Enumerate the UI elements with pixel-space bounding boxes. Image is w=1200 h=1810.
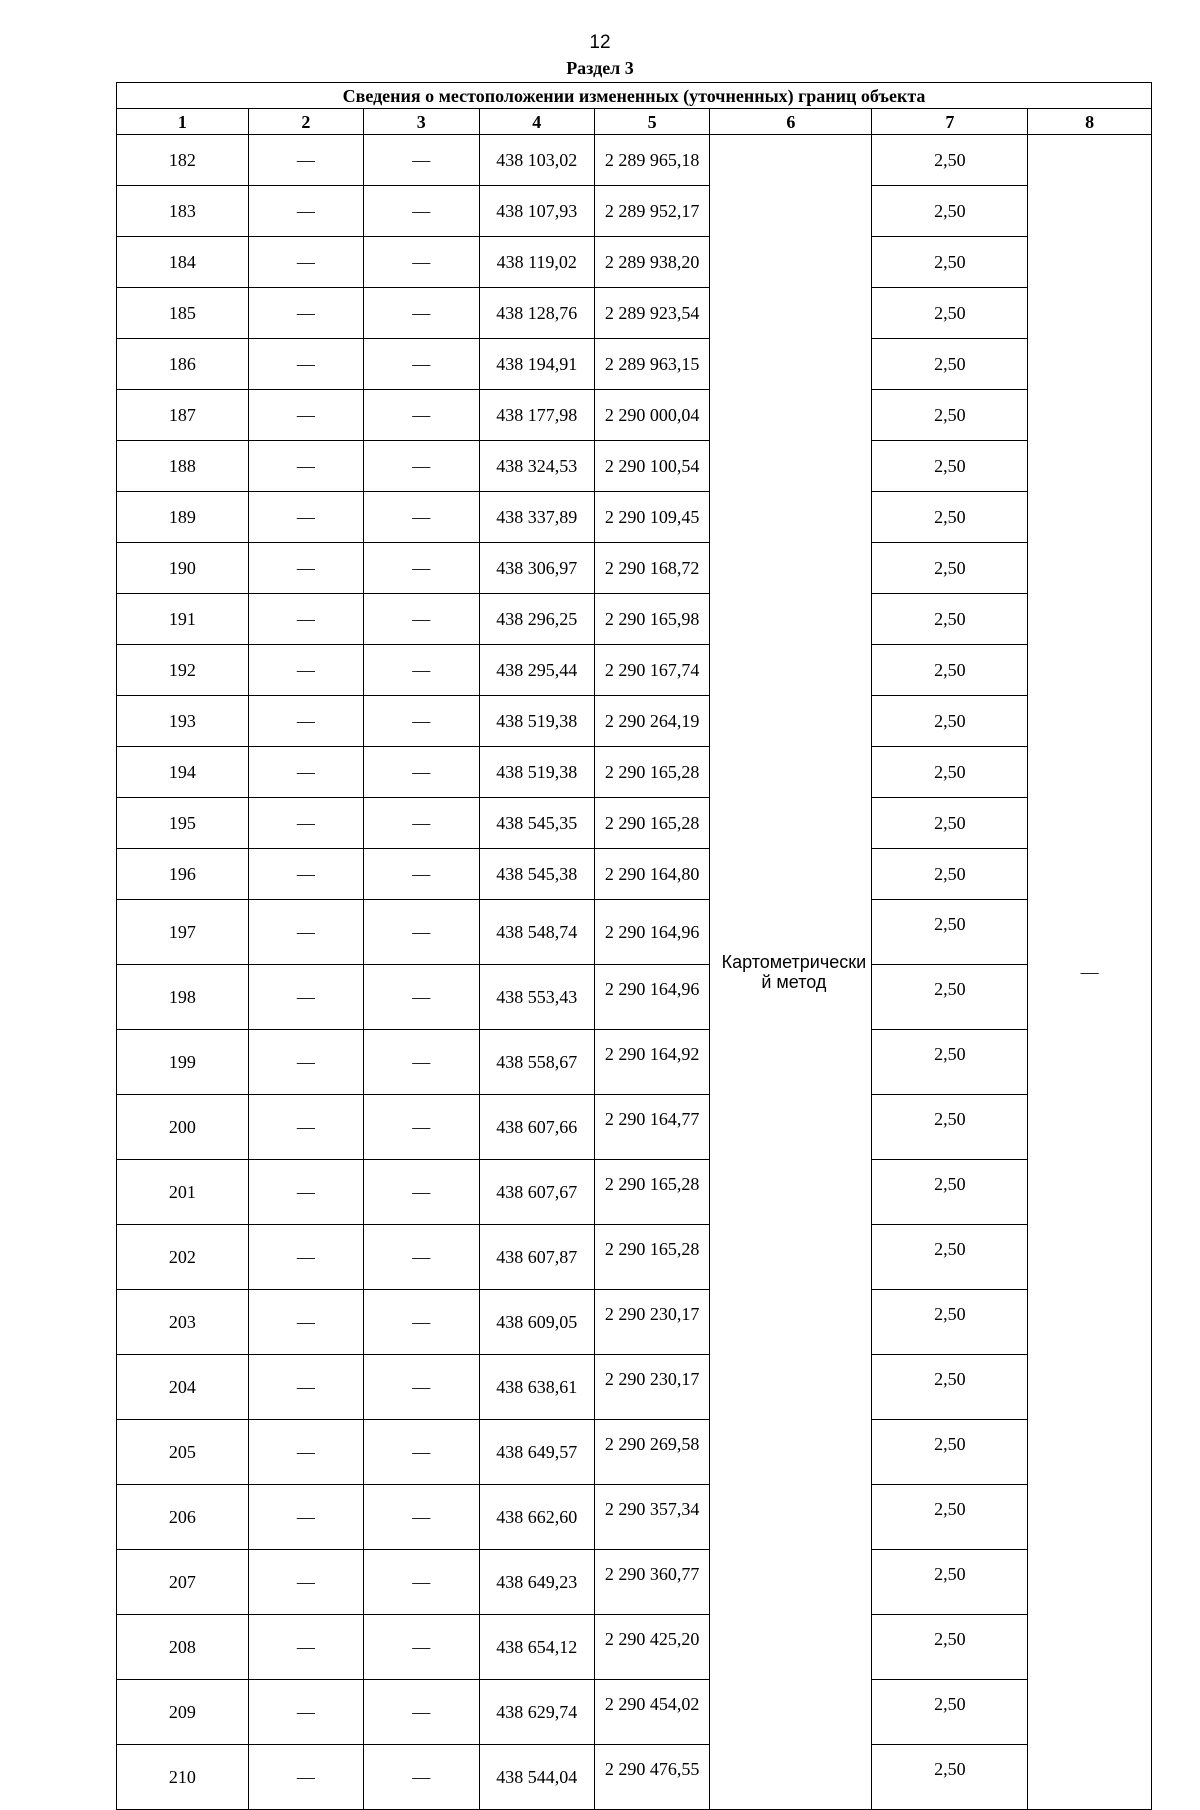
column-3-cell: — (364, 186, 479, 237)
point-number-cell: 209 (117, 1680, 249, 1745)
column-2-cell: — (248, 900, 363, 965)
y-coordinate-cell: 2 290 165,28 (594, 1225, 709, 1290)
y-coordinate-cell: 2 290 230,17 (594, 1355, 709, 1420)
point-number-cell: 206 (117, 1485, 249, 1550)
column-2-cell: — (248, 186, 363, 237)
x-coordinate-cell: 438 177,98 (479, 390, 594, 441)
column-2-cell: — (248, 798, 363, 849)
x-coordinate-cell: 438 519,38 (479, 696, 594, 747)
point-number-cell: 200 (117, 1095, 249, 1160)
y-coordinate-cell: 2 290 264,19 (594, 696, 709, 747)
accuracy-cell: 2,50 (872, 798, 1028, 849)
y-coordinate-cell: 2 290 164,96 (594, 965, 709, 1030)
table-row (117, 186, 1152, 237)
point-number-cell: 182 (117, 135, 249, 186)
table-row (117, 900, 1152, 965)
table-row (117, 798, 1152, 849)
table-row (117, 543, 1152, 594)
column-number: 8 (1028, 109, 1152, 135)
y-coordinate-cell: 2 289 965,18 (594, 135, 709, 186)
x-coordinate-cell: 438 607,87 (479, 1225, 594, 1290)
x-coordinate-cell: 438 558,67 (479, 1030, 594, 1095)
y-coordinate-cell: 2 290 164,92 (594, 1030, 709, 1095)
y-coordinate-cell: 2 290 165,28 (594, 747, 709, 798)
table-row (117, 1550, 1152, 1615)
x-coordinate-cell: 438 324,53 (479, 441, 594, 492)
accuracy-cell: 2,50 (872, 1615, 1028, 1680)
column-3-cell: — (364, 390, 479, 441)
column-number: 5 (594, 109, 709, 135)
column-2-cell: — (248, 1290, 363, 1355)
table-row (117, 1745, 1152, 1810)
x-coordinate-cell: 438 337,89 (479, 492, 594, 543)
column-number: 6 (710, 109, 872, 135)
column-2-cell: — (248, 1095, 363, 1160)
x-coordinate-cell: 438 548,74 (479, 900, 594, 965)
point-number-cell: 201 (117, 1160, 249, 1225)
accuracy-cell: 2,50 (872, 288, 1028, 339)
accuracy-cell: 2,50 (872, 1485, 1028, 1550)
point-number-cell: 191 (117, 594, 249, 645)
column-3-cell: — (364, 798, 479, 849)
y-coordinate-cell: 2 290 164,80 (594, 849, 709, 900)
accuracy-cell: 2,50 (872, 849, 1028, 900)
table-row (117, 390, 1152, 441)
table-row (117, 237, 1152, 288)
point-number-cell: 203 (117, 1290, 249, 1355)
column-2-cell: — (248, 696, 363, 747)
column-2-cell: — (248, 390, 363, 441)
accuracy-cell: 2,50 (872, 237, 1028, 288)
y-coordinate-cell: 2 290 109,45 (594, 492, 709, 543)
y-coordinate-cell: 2 290 476,55 (594, 1745, 709, 1810)
point-number-cell: 185 (117, 288, 249, 339)
accuracy-cell: 2,50 (872, 696, 1028, 747)
x-coordinate-cell: 438 545,38 (479, 849, 594, 900)
table-row (117, 1615, 1152, 1680)
column-2-cell: — (248, 645, 363, 696)
table-row (117, 849, 1152, 900)
y-coordinate-cell: 2 290 165,28 (594, 798, 709, 849)
accuracy-cell: 2,50 (872, 186, 1028, 237)
x-coordinate-cell: 438 629,74 (479, 1680, 594, 1745)
method-label: Картометрический метод (721, 952, 867, 992)
column-3-cell: — (364, 1680, 479, 1745)
column-2-cell: — (248, 492, 363, 543)
column-2-cell: — (248, 1680, 363, 1745)
column-2-cell: — (248, 747, 363, 798)
x-coordinate-cell: 438 609,05 (479, 1290, 594, 1355)
accuracy-cell: 2,50 (872, 900, 1028, 965)
table-row (117, 696, 1152, 747)
y-coordinate-cell: 2 290 360,77 (594, 1550, 709, 1615)
table-row (117, 1355, 1152, 1420)
x-coordinate-cell: 438 194,91 (479, 339, 594, 390)
table-row (117, 135, 1152, 186)
table-row (117, 1030, 1152, 1095)
column-number: 7 (872, 109, 1028, 135)
column-3-cell: — (364, 339, 479, 390)
y-coordinate-cell: 2 290 425,20 (594, 1615, 709, 1680)
column-2-cell: — (248, 1225, 363, 1290)
accuracy-cell: 2,50 (872, 645, 1028, 696)
x-coordinate-cell: 438 649,57 (479, 1420, 594, 1485)
table-row (117, 645, 1152, 696)
column-3-cell: — (364, 900, 479, 965)
accuracy-cell: 2,50 (872, 390, 1028, 441)
x-coordinate-cell: 438 119,02 (479, 237, 594, 288)
accuracy-cell: 2,50 (872, 1420, 1028, 1485)
y-coordinate-cell: 2 290 000,04 (594, 390, 709, 441)
accuracy-cell: 2,50 (872, 1745, 1028, 1810)
point-number-cell: 188 (117, 441, 249, 492)
column-2-cell: — (248, 965, 363, 1030)
x-coordinate-cell: 438 638,61 (479, 1355, 594, 1420)
page-number: 12 (589, 32, 611, 53)
column-number-row (117, 109, 1152, 135)
note-cell: — (1028, 135, 1152, 1810)
x-coordinate-cell: 438 103,02 (479, 135, 594, 186)
accuracy-cell: 2,50 (872, 135, 1028, 186)
table-row (117, 747, 1152, 798)
column-3-cell: — (364, 1225, 479, 1290)
column-3-cell: — (364, 1030, 479, 1095)
table-row (117, 1420, 1152, 1485)
accuracy-cell: 2,50 (872, 339, 1028, 390)
column-3-cell: — (364, 1615, 479, 1680)
table-row (117, 339, 1152, 390)
column-2-cell: — (248, 543, 363, 594)
accuracy-cell: 2,50 (872, 1095, 1028, 1160)
point-number-cell: 193 (117, 696, 249, 747)
accuracy-cell: 2,50 (872, 492, 1028, 543)
column-2-cell: — (248, 237, 363, 288)
x-coordinate-cell: 438 553,43 (479, 965, 594, 1030)
point-number-cell: 202 (117, 1225, 249, 1290)
column-3-cell: — (364, 594, 479, 645)
x-coordinate-cell: 438 295,44 (479, 645, 594, 696)
y-coordinate-cell: 2 290 269,58 (594, 1420, 709, 1485)
accuracy-cell: 2,50 (872, 543, 1028, 594)
point-number-cell: 204 (117, 1355, 249, 1420)
point-number-cell: 196 (117, 849, 249, 900)
y-coordinate-cell: 2 289 923,54 (594, 288, 709, 339)
column-2-cell: — (248, 594, 363, 645)
point-number-cell: 184 (117, 237, 249, 288)
table-row (117, 1290, 1152, 1355)
column-2-cell: — (248, 135, 363, 186)
y-coordinate-cell: 2 290 165,98 (594, 594, 709, 645)
y-coordinate-cell: 2 289 938,20 (594, 237, 709, 288)
point-number-cell: 187 (117, 390, 249, 441)
y-coordinate-cell: 2 290 167,74 (594, 645, 709, 696)
table-row (117, 1160, 1152, 1225)
x-coordinate-cell: 438 128,76 (479, 288, 594, 339)
column-3-cell: — (364, 849, 479, 900)
table-row (117, 1485, 1152, 1550)
point-number-cell: 197 (117, 900, 249, 965)
x-coordinate-cell: 438 519,38 (479, 747, 594, 798)
column-3-cell: — (364, 288, 479, 339)
column-3-cell: — (364, 1485, 479, 1550)
y-coordinate-cell: 2 290 164,96 (594, 900, 709, 965)
table-caption: Сведения о местоположении измененных (уточненных) границ объекта (117, 83, 1152, 109)
x-coordinate-cell: 438 296,25 (479, 594, 594, 645)
column-2-cell: — (248, 441, 363, 492)
accuracy-cell: 2,50 (872, 1355, 1028, 1420)
point-number-cell: 207 (117, 1550, 249, 1615)
point-number-cell: 194 (117, 747, 249, 798)
column-2-cell: — (248, 1355, 363, 1420)
column-3-cell: — (364, 696, 479, 747)
accuracy-cell: 2,50 (872, 1290, 1028, 1355)
accuracy-cell: 2,50 (872, 1680, 1028, 1745)
column-2-cell: — (248, 1420, 363, 1485)
x-coordinate-cell: 438 649,23 (479, 1550, 594, 1615)
y-coordinate-cell: 2 290 454,02 (594, 1680, 709, 1745)
column-3-cell: — (364, 1355, 479, 1420)
accuracy-cell: 2,50 (872, 747, 1028, 798)
accuracy-cell: 2,50 (872, 1160, 1028, 1225)
column-2-cell: — (248, 1485, 363, 1550)
point-number-cell: 192 (117, 645, 249, 696)
point-number-cell: 195 (117, 798, 249, 849)
accuracy-cell: 2,50 (872, 1030, 1028, 1095)
x-coordinate-cell: 438 544,04 (479, 1745, 594, 1810)
point-number-cell: 189 (117, 492, 249, 543)
column-3-cell: — (364, 747, 479, 798)
column-3-cell: — (364, 441, 479, 492)
table-row (117, 1680, 1152, 1745)
column-2-cell: — (248, 1550, 363, 1615)
accuracy-cell: 2,50 (872, 441, 1028, 492)
column-3-cell: — (364, 543, 479, 594)
column-2-cell: — (248, 1030, 363, 1095)
y-coordinate-cell: 2 290 165,28 (594, 1160, 709, 1225)
column-3-cell: — (364, 1290, 479, 1355)
table-row (117, 1095, 1152, 1160)
y-coordinate-cell: 2 290 168,72 (594, 543, 709, 594)
accuracy-cell: 2,50 (872, 1225, 1028, 1290)
column-3-cell: — (364, 1095, 479, 1160)
point-number-cell: 208 (117, 1615, 249, 1680)
table-row (117, 288, 1152, 339)
column-3-cell: — (364, 1745, 479, 1810)
x-coordinate-cell: 438 654,12 (479, 1615, 594, 1680)
column-3-cell: — (364, 965, 479, 1030)
table-row (117, 965, 1152, 1030)
column-2-cell: — (248, 849, 363, 900)
x-coordinate-cell: 438 545,35 (479, 798, 594, 849)
x-coordinate-cell: 438 607,67 (479, 1160, 594, 1225)
point-number-cell: 199 (117, 1030, 249, 1095)
column-3-cell: — (364, 645, 479, 696)
column-3-cell: — (364, 1160, 479, 1225)
accuracy-cell: 2,50 (872, 594, 1028, 645)
point-number-cell: 183 (117, 186, 249, 237)
accuracy-cell: 2,50 (872, 1550, 1028, 1615)
column-number: 1 (117, 109, 249, 135)
column-number: 3 (364, 109, 479, 135)
x-coordinate-cell: 438 662,60 (479, 1485, 594, 1550)
point-number-cell: 198 (117, 965, 249, 1030)
y-coordinate-cell: 2 290 164,77 (594, 1095, 709, 1160)
column-number: 2 (248, 109, 363, 135)
table-row (117, 441, 1152, 492)
y-coordinate-cell: 2 290 357,34 (594, 1485, 709, 1550)
y-coordinate-cell: 2 289 963,15 (594, 339, 709, 390)
y-coordinate-cell: 2 289 952,17 (594, 186, 709, 237)
table-row (117, 492, 1152, 543)
y-coordinate-cell: 2 290 230,17 (594, 1290, 709, 1355)
point-number-cell: 210 (117, 1745, 249, 1810)
column-2-cell: — (248, 1160, 363, 1225)
method-cell (710, 135, 872, 1810)
column-number: 4 (479, 109, 594, 135)
x-coordinate-cell: 438 607,66 (479, 1095, 594, 1160)
point-number-cell: 186 (117, 339, 249, 390)
point-number-cell: 205 (117, 1420, 249, 1485)
boundary-coordinates-table (116, 82, 1152, 1810)
column-3-cell: — (364, 1550, 479, 1615)
column-2-cell: — (248, 288, 363, 339)
column-2-cell: — (248, 1615, 363, 1680)
point-number-cell: 190 (117, 543, 249, 594)
x-coordinate-cell: 438 107,93 (479, 186, 594, 237)
section-title: Раздел 3 (566, 58, 634, 78)
table-row (117, 1225, 1152, 1290)
table-row (117, 594, 1152, 645)
y-coordinate-cell: 2 290 100,54 (594, 441, 709, 492)
column-2-cell: — (248, 339, 363, 390)
x-coordinate-cell: 438 306,97 (479, 543, 594, 594)
column-3-cell: — (364, 1420, 479, 1485)
column-3-cell: — (364, 135, 479, 186)
column-3-cell: — (364, 492, 479, 543)
column-3-cell: — (364, 237, 479, 288)
column-2-cell: — (248, 1745, 363, 1810)
accuracy-cell: 2,50 (872, 965, 1028, 1030)
